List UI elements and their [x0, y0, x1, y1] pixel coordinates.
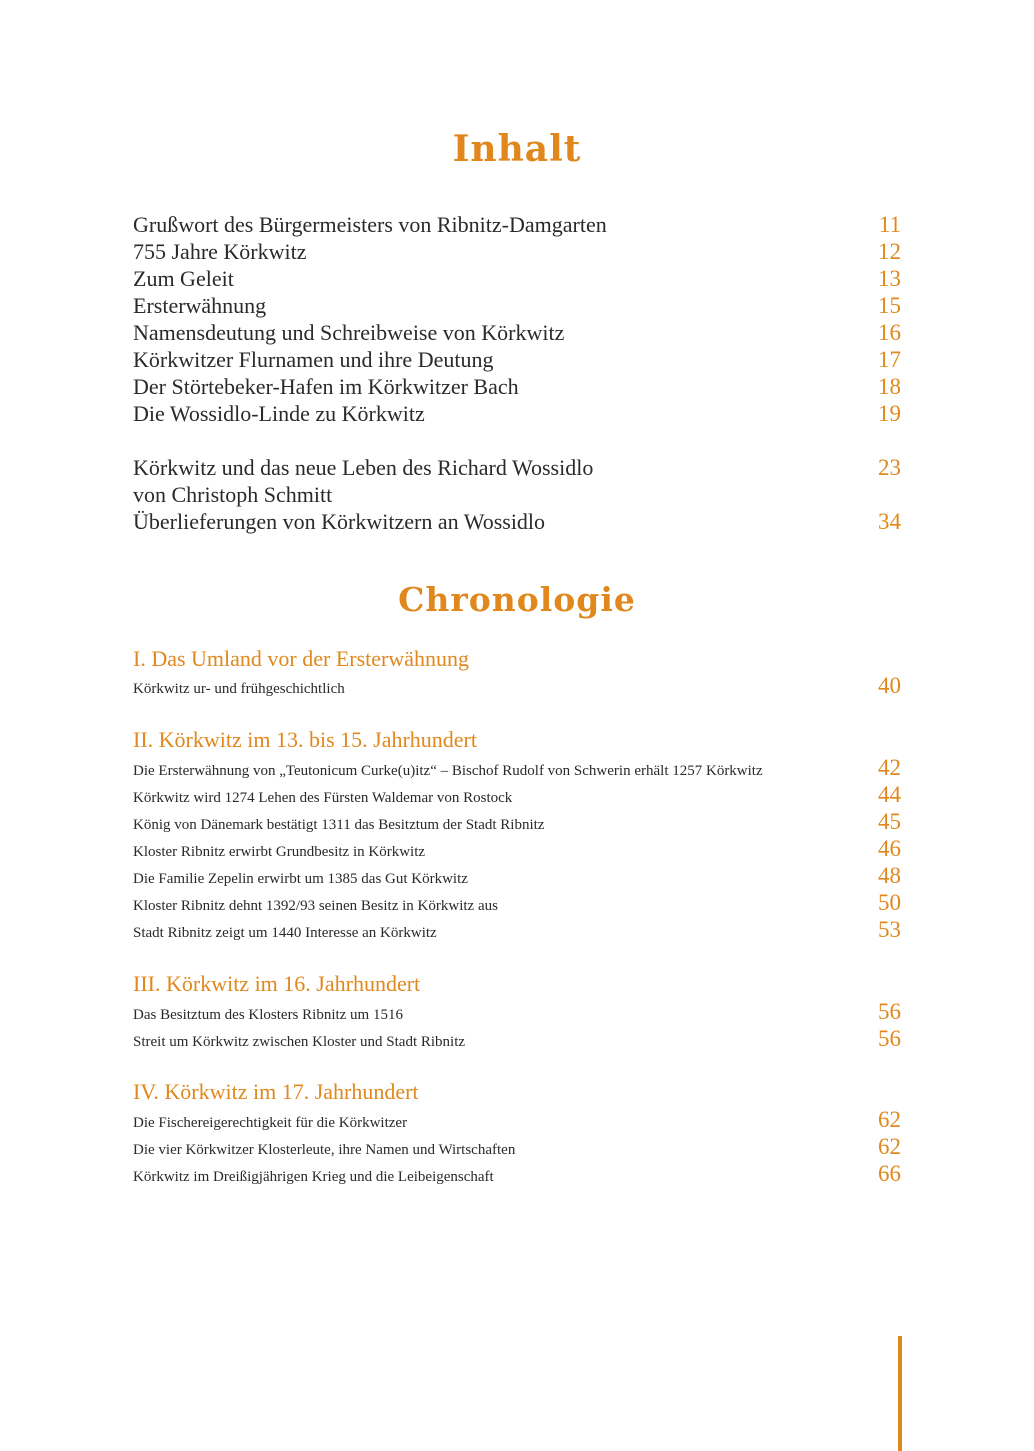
- toc-entry-title: Überlieferungen von Körkwitzern an Wossidlo: [133, 509, 546, 534]
- toc-entry[interactable]: [133, 346, 901, 373]
- toc-entry[interactable]: [133, 1025, 901, 1052]
- toc-entry-page: 62: [878, 1107, 901, 1132]
- toc-entry-page: 46: [878, 836, 901, 861]
- toc-entry-page: 16: [878, 320, 901, 345]
- toc-entry[interactable]: [133, 808, 901, 835]
- toc-entry-page: 50: [878, 890, 901, 915]
- toc-entry-page: 66: [878, 1161, 901, 1186]
- toc-entry-title: Körkwitz im Dreißigjährigen Krieg und die Leibeigenschaft: [133, 1169, 494, 1185]
- toc-entry-page: 42: [878, 755, 901, 780]
- section-entries: [133, 754, 901, 943]
- toc-entry-title: Das Besitztum des Klosters Ribnitz um 1516: [133, 1007, 403, 1023]
- toc-entry-title: Die Familie Zepelin erwirbt um 1385 das Gut Körkwitz: [133, 871, 468, 887]
- toc-entry[interactable]: [133, 781, 901, 808]
- toc-entry-page: 15: [878, 293, 901, 318]
- toc-entry-title: Streit um Körkwitz zwischen Kloster und Stadt Ribnitz: [133, 1034, 466, 1050]
- section-title[interactable]: I. Das Umland vor der Ersterwähnung: [133, 646, 470, 671]
- toc-entry-title: Ersterwähnung: [133, 293, 267, 318]
- toc-entry[interactable]: [133, 211, 901, 238]
- toc-entry-title: Kloster Ribnitz dehnt 1392/93 seinen Besitz in Körkwitz aus: [133, 898, 498, 914]
- toc-entry-title: Kloster Ribnitz erwirbt Grundbesitz in Körkwitz: [133, 844, 426, 860]
- toc-entry-page: 34: [878, 509, 901, 534]
- toc-entry-page: 44: [878, 782, 901, 807]
- toc-entry-title: Körkwitz wird 1274 Lehen des Fürsten Waldemar von Rostock: [133, 790, 513, 806]
- toc-entry-title: Körkwitz ur- und frühgeschichtlich: [133, 681, 345, 697]
- toc-entry[interactable]: [133, 319, 901, 346]
- section-entries: [133, 1106, 901, 1187]
- toc-entry[interactable]: [133, 508, 901, 535]
- toc-entry[interactable]: [133, 454, 901, 481]
- heading-chronologie: Chronologie: [398, 580, 636, 619]
- toc-entry[interactable]: [133, 238, 901, 265]
- section-title[interactable]: II. Körkwitz im 13. bis 15. Jahrhundert: [133, 727, 477, 752]
- toc-entry[interactable]: [133, 889, 901, 916]
- toc-entry[interactable]: [133, 862, 901, 889]
- toc-entry-page: 56: [878, 999, 901, 1024]
- toc-entry-title: Der Störtebeker-Hafen im Körkwitzer Bach: [133, 374, 519, 399]
- section-entries: [133, 672, 901, 699]
- toc-entry-page: 62: [878, 1134, 901, 1159]
- toc-entry-title: Stadt Ribnitz zeigt um 1440 Interesse an Körkwitz: [133, 925, 437, 941]
- toc-entry-author: [133, 481, 901, 508]
- toc-entry[interactable]: [133, 265, 901, 292]
- toc-entry-page: 19: [878, 401, 901, 426]
- toc-entry[interactable]: [133, 998, 901, 1025]
- toc-entry[interactable]: [133, 292, 901, 319]
- toc-entry-title: Die Fischereigerechtigkeit für die Körkwitzer: [133, 1115, 408, 1131]
- section-title[interactable]: IV. Körkwitz im 17. Jahrhundert: [133, 1079, 419, 1104]
- contents-list: [133, 211, 901, 535]
- toc-entry[interactable]: [133, 1160, 901, 1187]
- toc-entry-page: 12: [878, 239, 901, 264]
- toc-entry-page: 23: [878, 455, 901, 480]
- toc-entry-title: Körkwitzer Flurnamen und ihre Deutung: [133, 347, 494, 372]
- toc-entry-title: 755 Jahre Körkwitz: [133, 239, 307, 264]
- toc-entry[interactable]: [133, 916, 901, 943]
- heading-inhalt: Inhalt: [452, 128, 582, 170]
- toc-entry-page: 40: [878, 673, 901, 698]
- toc-entry-author-text: von Christoph Schmitt: [133, 482, 333, 507]
- toc-entry-title: Die Wossidlo-Linde zu Körkwitz: [133, 401, 425, 426]
- toc-entry[interactable]: [133, 754, 901, 781]
- margin-accent-bar: [898, 1336, 902, 1451]
- toc-entry-title: Namensdeutung und Schreibweise von Körkwitz: [133, 320, 565, 345]
- toc-entry[interactable]: [133, 1133, 901, 1160]
- toc-entry-title: Die Ersterwähnung von „Teutonicum Curke(u)itz“ – Bischof Rudolf von Schwerin erhält 1257 Körkwitz: [133, 763, 763, 779]
- toc-entry-page: 17: [878, 347, 901, 372]
- toc-entry[interactable]: [133, 835, 901, 862]
- toc-entry-title: König von Dänemark bestätigt 1311 das Besitztum der Stadt Ribnitz: [133, 817, 545, 833]
- toc-entry[interactable]: [133, 672, 901, 699]
- section-title[interactable]: III. Körkwitz im 16. Jahrhundert: [133, 971, 421, 996]
- toc-entry[interactable]: [133, 400, 901, 427]
- toc-entry[interactable]: [133, 373, 901, 400]
- toc-entry-title: Körkwitz und das neue Leben des Richard Wossidlo: [133, 455, 594, 480]
- spacer: [133, 427, 901, 454]
- toc-entry-page: 13: [878, 266, 901, 291]
- toc-entry-page: 45: [878, 809, 901, 834]
- toc-entry[interactable]: [133, 1106, 901, 1133]
- toc-entry-title: Zum Geleit: [133, 266, 234, 291]
- toc-entry-page: 18: [878, 374, 901, 399]
- toc-entry-page: 48: [878, 863, 901, 888]
- toc-entry-title: Die vier Körkwitzer Klosterleute, ihre Namen und Wirtschaften: [133, 1142, 516, 1158]
- toc-entry-title: Grußwort des Bürgermeisters von Ribnitz-Damgarten: [133, 212, 607, 237]
- toc-entry-page: 53: [878, 917, 901, 942]
- toc-entry-page: 56: [878, 1026, 901, 1051]
- toc-entry-page: 11: [878, 212, 901, 237]
- section-entries: [133, 998, 901, 1052]
